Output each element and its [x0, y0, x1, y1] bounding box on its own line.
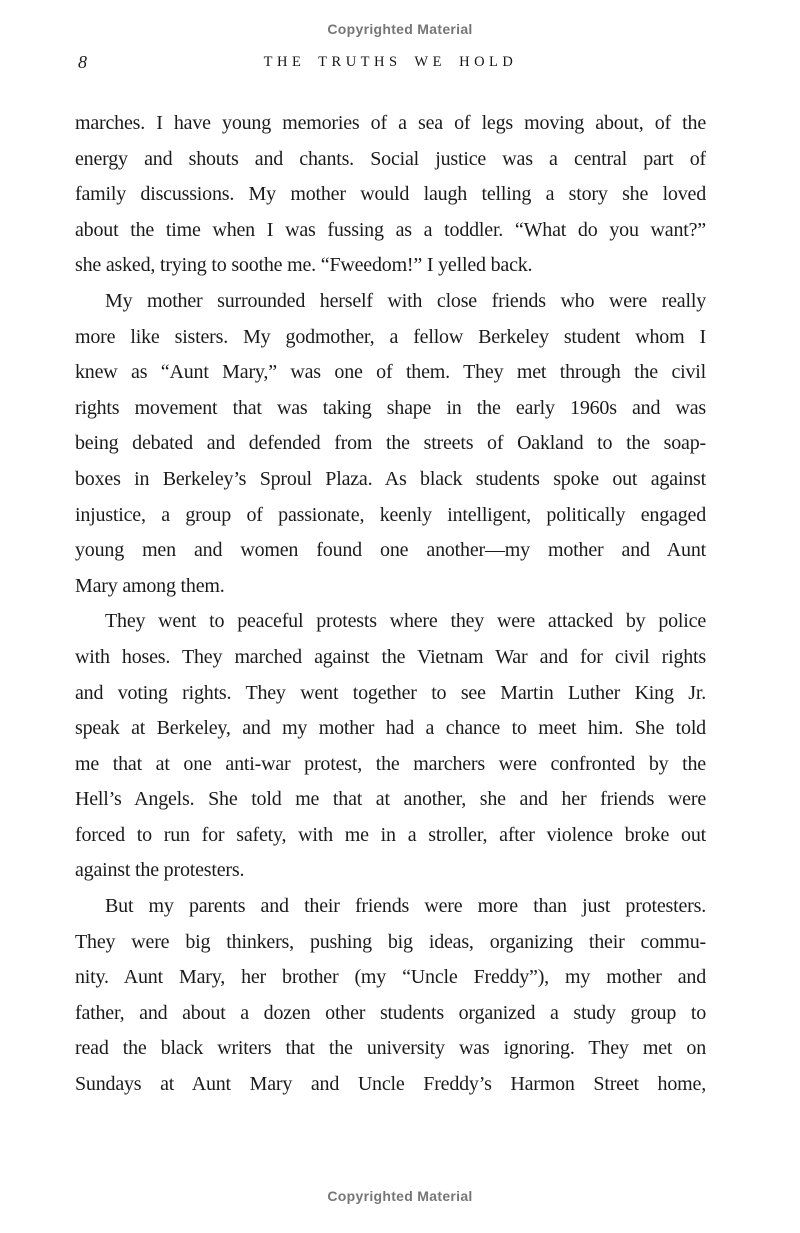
text-line: more like sisters. My godmother, a fellow Berkeley student whom I	[75, 325, 706, 348]
text-line: speak at Berkeley, and my mother had a chance to meet him. She told	[75, 717, 706, 740]
text-line: Hell’s Angels. She told me that at another, she and her friends were	[75, 788, 706, 811]
paragraph	[75, 284, 706, 604]
text-line: boxes in Berkeley’s Sproul Plaza. As black students spoke out against	[75, 467, 706, 490]
paragraph	[75, 604, 706, 889]
copyright-notice-top: Copyrighted Material	[327, 21, 473, 37]
text-line: and voting rights. They went together to see Martin Luther King Jr.	[75, 681, 706, 704]
text-line: They were big thinkers, pushing big ideas, organizing their commu-	[75, 930, 706, 953]
text-line: rights movement that was taking shape in the early 1960s and was	[75, 396, 706, 419]
text-line: young men and women found one another—my mother and Aunt	[75, 539, 706, 562]
text-line: Sundays at Aunt Mary and Uncle Freddy’s Harmon Street home,	[75, 1073, 706, 1096]
running-head: THE TRUTHS WE HOLD	[263, 54, 518, 70]
text-line: knew as “Aunt Mary,” was one of them. They met through the civil	[75, 361, 706, 384]
body-text	[75, 106, 706, 1103]
text-line: me that at one anti-war protest, the marchers were confronted by the	[75, 752, 706, 775]
text-line: injustice, a group of passionate, keenly intelligent, politically engaged	[75, 503, 706, 526]
text-line: family discussions. My mother would laugh telling a story she loved	[75, 183, 706, 206]
text-line: Mary among them.	[75, 574, 225, 597]
paragraph	[75, 889, 706, 1103]
text-line: forced to run for safety, with me in a stroller, after violence broke out	[75, 823, 706, 846]
text-line: she asked, trying to soothe me. “Fweedom!” I yelled back.	[75, 254, 533, 277]
paragraph	[75, 106, 706, 284]
text-line: My mother surrounded herself with close friends who were really	[105, 289, 706, 312]
text-line: nity. Aunt Mary, her brother (my “Uncle Freddy”), my mother and	[75, 966, 706, 989]
copyright-notice-bottom: Copyrighted Material	[327, 1188, 473, 1204]
text-line: marches. I have young memories of a sea of legs moving about, of the	[75, 112, 706, 134]
page-header	[75, 52, 706, 74]
text-line: But my parents and their friends were more than just protesters.	[105, 895, 706, 918]
text-line: with hoses. They marched against the Vietnam War and for civil rights	[75, 645, 706, 668]
text-line: about the time when I was fussing as a toddler. “What do you want?”	[75, 218, 706, 241]
text-line: against the protesters.	[75, 859, 245, 882]
text-line: read the black writers that the university was ignoring. They met on	[75, 1037, 706, 1060]
text-line: father, and about a dozen other students organized a study group to	[75, 1001, 706, 1024]
text-line: energy and shouts and chants. Social justice was a central part of	[75, 147, 706, 170]
page-number: 8	[78, 52, 87, 72]
text-line: They went to peaceful protests where they were attacked by police	[105, 610, 706, 633]
text-line: being debated and defended from the streets of Oakland to the soap-	[75, 432, 706, 455]
